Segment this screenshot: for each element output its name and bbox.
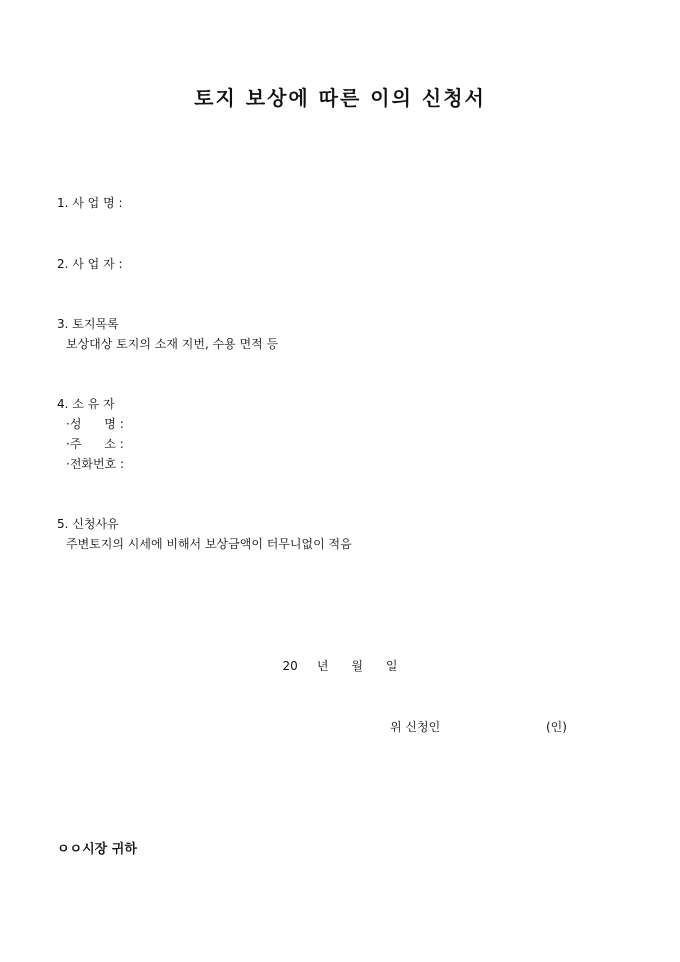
business-operator-field: 2. 사 업 자 : — [57, 257, 123, 271]
reason-heading: 5. 신청사유 — [57, 517, 119, 531]
reason-detail: 주변토지의 시세에 비해서 보상금액이 터무니없이 적음 — [66, 537, 352, 551]
land-list-heading: 3. 토지목록 — [57, 317, 119, 331]
date-line: 20 년 월 일 — [282, 659, 398, 673]
land-list-detail: 보상대상 토지의 소재 지번, 수용 면적 등 — [66, 337, 279, 351]
seal-label: (인) — [546, 720, 567, 734]
business-name-field: 1. 사 업 명 : — [57, 196, 123, 210]
owner-name-field: ·성 명 : — [66, 417, 124, 431]
owner-phone-field: ·전화번호 : — [66, 457, 125, 471]
owner-heading: 4. 소 유 자 — [57, 397, 115, 411]
owner-address-field: ·주 소 : — [66, 437, 124, 451]
addressee: ㅇㅇ시장 귀하 — [57, 842, 137, 857]
applicant-label: 위 신청인 — [390, 720, 441, 734]
document-title: 토지 보상에 따른 이의 신청서 — [194, 86, 486, 110]
